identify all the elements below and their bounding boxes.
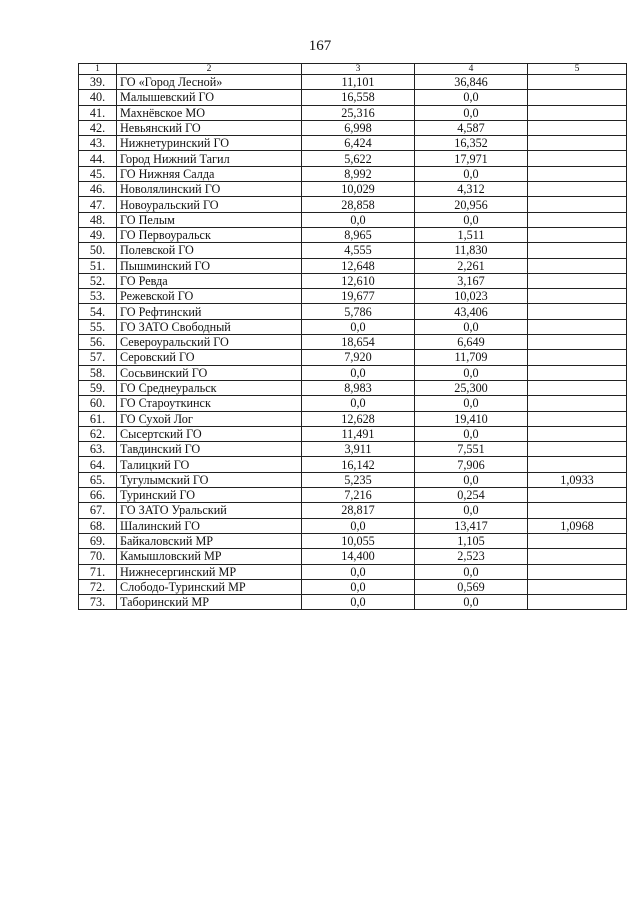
column-4-cell: 0,0 <box>415 166 528 181</box>
column-4-cell: 2,523 <box>415 549 528 564</box>
row-number-cell: 66. <box>79 488 117 503</box>
column-3-cell: 10,055 <box>302 533 415 548</box>
municipality-name-cell: Город Нижний Тагил <box>117 151 302 166</box>
table-row <box>79 90 627 105</box>
column-3-cell: 6,998 <box>302 120 415 135</box>
column-5-cell <box>528 411 627 426</box>
row-number-cell: 40. <box>79 90 117 105</box>
row-number-cell: 64. <box>79 457 117 472</box>
row-number-cell: 42. <box>79 120 117 135</box>
column-3-cell: 3,911 <box>302 442 415 457</box>
row-number-cell: 45. <box>79 166 117 181</box>
column-4-cell: 19,410 <box>415 411 528 426</box>
column-3-cell: 11,101 <box>302 75 415 90</box>
row-number-cell: 59. <box>79 380 117 395</box>
column-5-cell <box>528 90 627 105</box>
column-4-cell: 36,846 <box>415 75 528 90</box>
table-row <box>79 488 627 503</box>
table-row <box>79 396 627 411</box>
column-4-cell: 0,0 <box>415 503 528 518</box>
table-row <box>79 595 627 610</box>
header-cell-4: 4 <box>415 64 528 75</box>
table-row <box>79 227 627 242</box>
table-row <box>79 197 627 212</box>
column-5-cell <box>528 120 627 135</box>
row-number-cell: 41. <box>79 105 117 120</box>
municipality-name-cell: Невьянский ГО <box>117 120 302 135</box>
row-number-cell: 68. <box>79 518 117 533</box>
municipality-name-cell: Новолялинский ГО <box>117 182 302 197</box>
row-number-cell: 44. <box>79 151 117 166</box>
column-4-cell: 4,312 <box>415 182 528 197</box>
table-row <box>79 212 627 227</box>
column-5-cell <box>528 182 627 197</box>
column-4-cell: 0,0 <box>415 212 528 227</box>
column-4-cell: 1,511 <box>415 227 528 242</box>
column-4-cell: 6,649 <box>415 335 528 350</box>
column-5-cell <box>528 319 627 334</box>
column-4-cell: 0,0 <box>415 319 528 334</box>
column-3-cell: 8,992 <box>302 166 415 181</box>
table-row <box>79 289 627 304</box>
municipality-name-cell: ГО Староуткинск <box>117 396 302 411</box>
column-3-cell: 16,142 <box>302 457 415 472</box>
column-3-cell: 6,424 <box>302 136 415 151</box>
column-3-cell: 4,555 <box>302 243 415 258</box>
column-4-cell: 7,906 <box>415 457 528 472</box>
column-3-cell: 12,648 <box>302 258 415 273</box>
row-number-cell: 71. <box>79 564 117 579</box>
column-3-cell: 28,858 <box>302 197 415 212</box>
column-5-cell <box>528 595 627 610</box>
column-3-cell: 0,0 <box>302 579 415 594</box>
column-4-cell: 11,709 <box>415 350 528 365</box>
row-number-cell: 60. <box>79 396 117 411</box>
table-row <box>79 166 627 181</box>
column-4-cell: 0,0 <box>415 472 528 487</box>
table-row <box>79 518 627 533</box>
table-row <box>79 380 627 395</box>
column-4-cell: 0,0 <box>415 105 528 120</box>
row-number-cell: 63. <box>79 442 117 457</box>
table-row <box>79 304 627 319</box>
municipality-name-cell: ГО Первоуральск <box>117 227 302 242</box>
column-3-cell: 10,029 <box>302 182 415 197</box>
column-4-cell: 2,261 <box>415 258 528 273</box>
column-3-cell: 7,920 <box>302 350 415 365</box>
column-3-cell: 5,786 <box>302 304 415 319</box>
column-5-cell: 1,0968 <box>528 518 627 533</box>
column-3-cell: 0,0 <box>302 212 415 227</box>
table-row <box>79 136 627 151</box>
column-4-cell: 16,352 <box>415 136 528 151</box>
column-5-cell <box>528 289 627 304</box>
column-4-cell: 0,0 <box>415 426 528 441</box>
column-5-cell <box>528 457 627 472</box>
table-row <box>79 350 627 365</box>
column-5-cell <box>528 442 627 457</box>
column-5-cell <box>528 258 627 273</box>
column-5-cell <box>528 273 627 288</box>
municipality-name-cell: Камышловский МР <box>117 549 302 564</box>
column-5-cell <box>528 350 627 365</box>
column-3-cell: 5,235 <box>302 472 415 487</box>
column-5-cell <box>528 579 627 594</box>
row-number-cell: 55. <box>79 319 117 334</box>
municipality-name-cell: Сосьвинский ГО <box>117 365 302 380</box>
column-3-cell: 14,400 <box>302 549 415 564</box>
column-5-cell <box>528 227 627 242</box>
column-4-cell: 20,956 <box>415 197 528 212</box>
municipality-name-cell: ГО Пелым <box>117 212 302 227</box>
table-row <box>79 472 627 487</box>
table-row <box>79 457 627 472</box>
column-3-cell: 28,817 <box>302 503 415 518</box>
column-4-cell: 11,830 <box>415 243 528 258</box>
table-row <box>79 182 627 197</box>
row-number-cell: 61. <box>79 411 117 426</box>
column-3-cell: 25,316 <box>302 105 415 120</box>
municipality-name-cell: Режевской ГО <box>117 289 302 304</box>
header-row <box>79 64 627 75</box>
row-number-cell: 58. <box>79 365 117 380</box>
municipality-name-cell: ГО ЗАТО Уральский <box>117 503 302 518</box>
row-number-cell: 70. <box>79 549 117 564</box>
municipality-name-cell: Пышминский ГО <box>117 258 302 273</box>
municipality-name-cell: Сысертский ГО <box>117 426 302 441</box>
column-3-cell: 8,965 <box>302 227 415 242</box>
table-row <box>79 319 627 334</box>
column-5-cell <box>528 166 627 181</box>
column-3-cell: 0,0 <box>302 595 415 610</box>
municipality-name-cell: Малышевский ГО <box>117 90 302 105</box>
table-row <box>79 426 627 441</box>
header-cell-1: 1 <box>79 64 117 75</box>
column-4-cell: 0,0 <box>415 595 528 610</box>
column-5-cell <box>528 212 627 227</box>
header-cell-5: 5 <box>528 64 627 75</box>
data-table <box>78 63 627 610</box>
column-3-cell: 0,0 <box>302 518 415 533</box>
column-3-cell: 8,983 <box>302 380 415 395</box>
column-3-cell: 18,654 <box>302 335 415 350</box>
row-number-cell: 48. <box>79 212 117 227</box>
column-4-cell: 43,406 <box>415 304 528 319</box>
column-5-cell <box>528 136 627 151</box>
column-5-cell <box>528 503 627 518</box>
row-number-cell: 62. <box>79 426 117 441</box>
row-number-cell: 39. <box>79 75 117 90</box>
municipality-name-cell: ГО Рефтинский <box>117 304 302 319</box>
column-5-cell <box>528 549 627 564</box>
column-4-cell: 0,0 <box>415 396 528 411</box>
column-4-cell: 10,023 <box>415 289 528 304</box>
column-4-cell: 0,254 <box>415 488 528 503</box>
column-5-cell <box>528 151 627 166</box>
column-4-cell: 0,569 <box>415 579 528 594</box>
row-number-cell: 50. <box>79 243 117 258</box>
municipality-name-cell: Тавдинский ГО <box>117 442 302 457</box>
row-number-cell: 57. <box>79 350 117 365</box>
table-row <box>79 243 627 258</box>
column-3-cell: 16,558 <box>302 90 415 105</box>
column-5-cell <box>528 426 627 441</box>
table-row <box>79 335 627 350</box>
column-4-cell: 0,0 <box>415 564 528 579</box>
row-number-cell: 67. <box>79 503 117 518</box>
column-5-cell <box>528 396 627 411</box>
column-5-cell <box>528 304 627 319</box>
column-3-cell: 5,622 <box>302 151 415 166</box>
row-number-cell: 69. <box>79 533 117 548</box>
table-row <box>79 120 627 135</box>
table-row <box>79 579 627 594</box>
column-3-cell: 0,0 <box>302 365 415 380</box>
column-5-cell <box>528 105 627 120</box>
row-number-cell: 65. <box>79 472 117 487</box>
table-row <box>79 549 627 564</box>
column-4-cell: 7,551 <box>415 442 528 457</box>
municipality-name-cell: Таборинский МР <box>117 595 302 610</box>
column-5-cell <box>528 243 627 258</box>
municipality-name-cell: Полевской ГО <box>117 243 302 258</box>
municipality-name-cell: Североуральский ГО <box>117 335 302 350</box>
column-4-cell: 17,971 <box>415 151 528 166</box>
table-row <box>79 411 627 426</box>
municipality-name-cell: Новоуральский ГО <box>117 197 302 212</box>
column-5-cell <box>528 380 627 395</box>
table-row <box>79 533 627 548</box>
column-3-cell: 0,0 <box>302 564 415 579</box>
column-4-cell: 25,300 <box>415 380 528 395</box>
municipality-name-cell: Шалинский ГО <box>117 518 302 533</box>
column-3-cell: 0,0 <box>302 396 415 411</box>
column-4-cell: 3,167 <box>415 273 528 288</box>
row-number-cell: 51. <box>79 258 117 273</box>
table-row <box>79 273 627 288</box>
column-5-cell: 1,0933 <box>528 472 627 487</box>
municipality-name-cell: ГО ЗАТО Свободный <box>117 319 302 334</box>
column-4-cell: 4,587 <box>415 120 528 135</box>
header-cell-2: 2 <box>117 64 302 75</box>
table-row <box>79 503 627 518</box>
municipality-name-cell: ГО Среднеуральск <box>117 380 302 395</box>
row-number-cell: 53. <box>79 289 117 304</box>
column-4-cell: 0,0 <box>415 365 528 380</box>
municipality-name-cell: Байкаловский МР <box>117 533 302 548</box>
row-number-cell: 73. <box>79 595 117 610</box>
table-body <box>79 75 627 610</box>
row-number-cell: 47. <box>79 197 117 212</box>
column-5-cell <box>528 75 627 90</box>
municipality-name-cell: Слободо-Туринский МР <box>117 579 302 594</box>
row-number-cell: 72. <box>79 579 117 594</box>
column-3-cell: 7,216 <box>302 488 415 503</box>
column-3-cell: 19,677 <box>302 289 415 304</box>
municipality-name-cell: Нижнетуринский ГО <box>117 136 302 151</box>
column-3-cell: 12,628 <box>302 411 415 426</box>
municipality-name-cell: Туринский ГО <box>117 488 302 503</box>
column-5-cell <box>528 365 627 380</box>
column-3-cell: 11,491 <box>302 426 415 441</box>
column-5-cell <box>528 197 627 212</box>
table-row <box>79 75 627 90</box>
table-row <box>79 442 627 457</box>
row-number-cell: 49. <box>79 227 117 242</box>
column-3-cell: 12,610 <box>302 273 415 288</box>
municipality-name-cell: ГО Сухой Лог <box>117 411 302 426</box>
column-4-cell: 0,0 <box>415 90 528 105</box>
table-row <box>79 151 627 166</box>
municipality-name-cell: ГО Ревда <box>117 273 302 288</box>
row-number-cell: 56. <box>79 335 117 350</box>
page-number: 167 <box>308 38 332 54</box>
municipality-name-cell: Талицкий ГО <box>117 457 302 472</box>
row-number-cell: 43. <box>79 136 117 151</box>
municipality-name-cell: ГО Нижняя Салда <box>117 166 302 181</box>
column-3-cell: 0,0 <box>302 319 415 334</box>
municipality-name-cell: Серовский ГО <box>117 350 302 365</box>
header-cell-3: 3 <box>302 64 415 75</box>
column-4-cell: 13,417 <box>415 518 528 533</box>
column-5-cell <box>528 335 627 350</box>
table-row <box>79 105 627 120</box>
municipality-name-cell: Махнёвское МО <box>117 105 302 120</box>
table-row <box>79 564 627 579</box>
municipality-name-cell: ГО «Город Лесной» <box>117 75 302 90</box>
table-row <box>79 258 627 273</box>
municipality-name-cell: Тугулымский ГО <box>117 472 302 487</box>
row-number-cell: 54. <box>79 304 117 319</box>
column-5-cell <box>528 533 627 548</box>
row-number-cell: 52. <box>79 273 117 288</box>
column-4-cell: 1,105 <box>415 533 528 548</box>
column-5-cell <box>528 488 627 503</box>
table-row <box>79 365 627 380</box>
column-5-cell <box>528 564 627 579</box>
row-number-cell: 46. <box>79 182 117 197</box>
municipality-name-cell: Нижнесергинский МР <box>117 564 302 579</box>
